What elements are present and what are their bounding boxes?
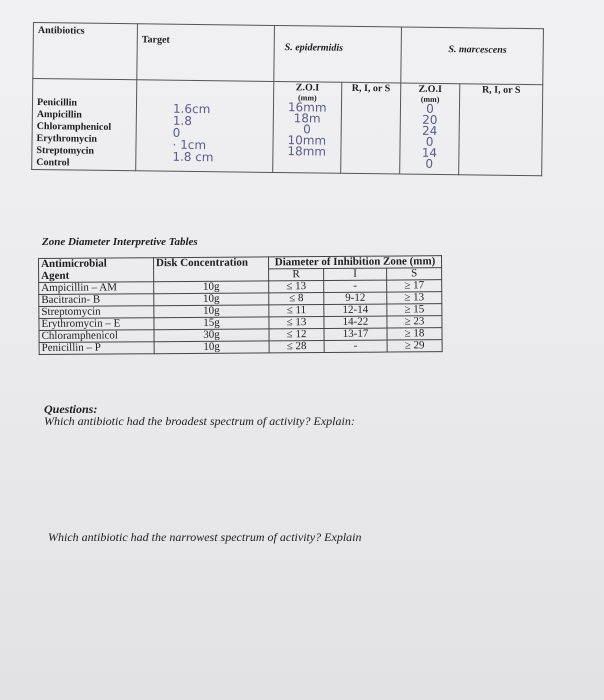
s-cell: ≥ 15 bbox=[387, 304, 442, 316]
handwritten-value: 20 bbox=[422, 112, 438, 127]
header-s: S bbox=[387, 268, 442, 280]
header-antibiotics: Antibiotics bbox=[33, 23, 138, 80]
mm-label: (mm) bbox=[297, 93, 317, 103]
ris-label: R, I, or S bbox=[481, 84, 521, 96]
row-label: Penicillin bbox=[36, 97, 78, 109]
agent-cell: Penicillin – P bbox=[39, 342, 154, 355]
handwritten-value: 16mm bbox=[287, 100, 327, 115]
disk-cell: 10g bbox=[154, 341, 269, 354]
handwritten-value: 0 bbox=[172, 125, 181, 140]
handwritten-value: 24 bbox=[421, 123, 438, 138]
agent-cell: Chloramphenicol bbox=[39, 330, 154, 343]
table-row bbox=[39, 340, 442, 355]
header-r: R bbox=[269, 269, 324, 281]
handwritten-value: 1.8 bbox=[172, 113, 192, 128]
header-diameter: Diameter of Inhibition Zone (mm) bbox=[268, 256, 441, 269]
interpretive-table-title: Zone Diameter Interpretive Tables bbox=[42, 236, 198, 248]
disk-cell: 10g bbox=[154, 281, 269, 294]
i-cell: - bbox=[324, 340, 387, 352]
handwritten-value: 0 bbox=[426, 101, 434, 116]
results-table bbox=[31, 22, 544, 176]
target-values bbox=[136, 80, 274, 173]
r-cell: ≤ 13 bbox=[269, 317, 324, 329]
row-label: Ampicillin bbox=[36, 109, 82, 121]
handwritten-value: 18m bbox=[293, 111, 321, 126]
header-antimicrobial: Antimicrobial bbox=[39, 258, 154, 271]
r-cell: ≤ 11 bbox=[269, 305, 324, 317]
questions-heading: Questions: bbox=[44, 402, 98, 416]
zoi-label: Z.O.I bbox=[418, 83, 442, 95]
s-cell: ≥ 29 bbox=[387, 340, 442, 352]
disk-cell: 10g bbox=[154, 293, 269, 306]
s-epi-zoi-column bbox=[273, 81, 342, 173]
handwritten-value: 1.8 cm bbox=[172, 149, 214, 165]
s-marc-zoi-column bbox=[400, 83, 460, 175]
ris-label: R, I, or S bbox=[351, 82, 391, 95]
i-cell: 12-14 bbox=[324, 304, 387, 316]
s-epi-ris-column bbox=[340, 82, 401, 174]
s-cell: ≥ 13 bbox=[387, 292, 442, 304]
antibiotic-names bbox=[32, 79, 137, 171]
r-cell: ≤ 8 bbox=[269, 293, 324, 305]
question-2: Which antibiotic had the narrowest spectrum of activity? Explain bbox=[48, 530, 362, 544]
handwritten-value: 0 bbox=[425, 156, 434, 171]
i-cell: - bbox=[324, 280, 387, 292]
i-cell: 14-22 bbox=[324, 316, 387, 328]
row-label: Control bbox=[36, 157, 70, 169]
s-cell: ≥ 18 bbox=[387, 328, 442, 340]
mm-label: (mm) bbox=[420, 94, 440, 104]
disk-cell: 10g bbox=[154, 305, 269, 318]
i-cell: 9-12 bbox=[324, 292, 387, 304]
agent-cell: Ampicillin – AM bbox=[39, 282, 154, 295]
handwritten-value: 1.6cm bbox=[172, 101, 211, 117]
zoi-label: Z.O.I bbox=[295, 82, 320, 94]
header-s-marcescens: S. marcescens bbox=[401, 27, 544, 85]
disk-cell: 15g bbox=[154, 317, 269, 330]
handwritten-value: 10mm bbox=[287, 133, 327, 148]
row-label: Chloramphenicol bbox=[36, 121, 112, 133]
s-cell: ≥ 23 bbox=[387, 316, 442, 328]
header-s-epidermidis: S. epidermidis bbox=[274, 25, 402, 83]
header-i: I bbox=[324, 268, 387, 280]
agent-cell: Erythromycin – E bbox=[39, 318, 154, 331]
handwritten-value: 18mm bbox=[287, 144, 327, 159]
row-label: Streptomycin bbox=[36, 145, 95, 157]
handwritten-value: · 1cm bbox=[172, 137, 207, 153]
handwritten-value: 14 bbox=[421, 145, 438, 160]
row-label: Erythromycin bbox=[36, 133, 98, 145]
s-marc-ris-column bbox=[459, 84, 543, 176]
handwritten-value: 0 bbox=[425, 134, 434, 149]
question-1: Which antibiotic had the broadest spectrum of activity? Explain: bbox=[44, 414, 355, 428]
header-target: Target bbox=[137, 24, 275, 82]
i-cell: 13-17 bbox=[324, 328, 387, 340]
r-cell: ≤ 12 bbox=[269, 329, 324, 341]
s-cell: ≥ 17 bbox=[387, 280, 442, 292]
header-agent: Agent bbox=[39, 270, 154, 283]
interpretive-table bbox=[38, 255, 443, 355]
handwritten-value: 0 bbox=[303, 122, 311, 137]
r-cell: ≤ 13 bbox=[269, 281, 324, 293]
r-cell: ≤ 28 bbox=[269, 341, 324, 353]
header-disk: Disk Concentration bbox=[154, 257, 269, 282]
agent-cell: Streptomycin bbox=[39, 306, 154, 319]
agent-cell: Bacitracin- B bbox=[39, 294, 154, 307]
disk-cell: 30g bbox=[154, 329, 269, 342]
